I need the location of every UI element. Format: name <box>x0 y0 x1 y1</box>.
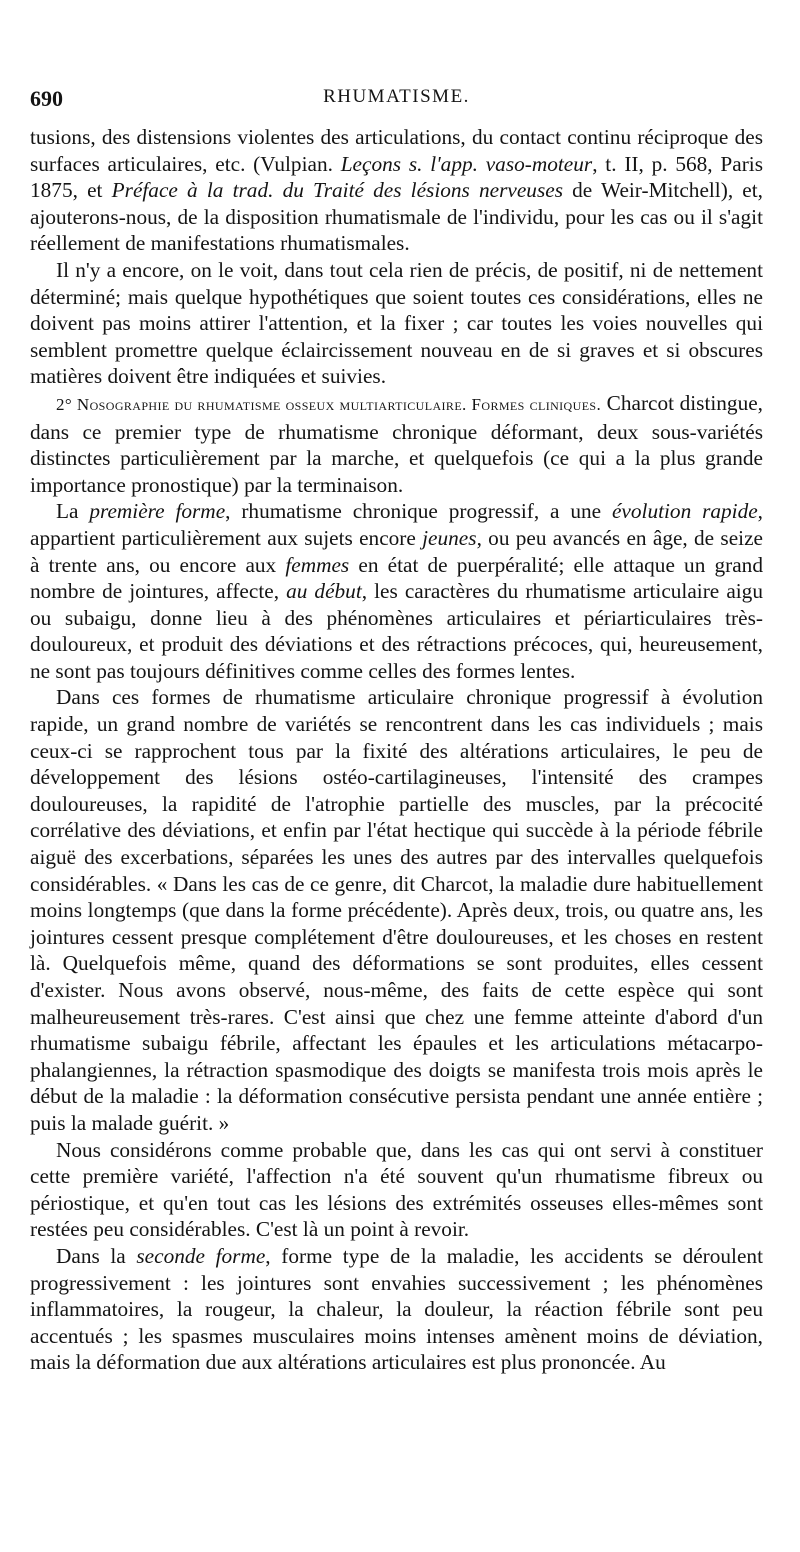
italic-run: seconde forme <box>136 1243 266 1268</box>
running-header <box>30 80 763 110</box>
italic-run: au début <box>286 579 362 604</box>
paragraph-continuation <box>30 124 763 257</box>
text-run: , forme type de la maladie, les accidents se déroulent progressivement : les jointures sont envahies successivement ; les phénomènes inflammatoires, la rougeur, la chaleur, la douleur, la réaction fébrile sont peu accentués ; les spasmes musculaires moins intenses amènent moins de déviation, mais la déformation due aux altérations articulaires est plus prononcée. Au <box>30 1243 763 1375</box>
text-run: , appartient particulièrement aux sujets encore <box>30 499 763 550</box>
paragraph-seconde-forme <box>30 1243 763 1376</box>
running-title: RHUMATISME. <box>323 86 470 107</box>
italic-run: jeunes <box>422 525 477 550</box>
text-run: Charcot distingue, dans ce premier type de rhumatisme chronique déformant, deux sous-variétés distinctes particulièrement par la marche, et quelquefois (ce qui a la plus grande importance pronostique) par la terminaison. <box>30 390 763 497</box>
paragraph-premiere-forme <box>30 498 763 684</box>
text-run: Dans la <box>56 1243 137 1268</box>
text-run: Il n'y a encore, on le voit, dans tout cela rien de précis, de positif, ni de nettement déterminé; mais quelque hypothétiques que soient toutes ces considérations, elles ne doivent pas moins attirer l'attention, et la fixer ; car toutes les voies nouvelles qui semblent promettre quelque éclaircissement nouveau en de si graves et si obscures matières doivent être indiquées et suivies. <box>30 257 763 389</box>
italic-run: femmes <box>285 552 350 577</box>
paragraph-precision <box>30 257 763 390</box>
page-number: 690 <box>30 86 63 111</box>
paragraph-formes-rapides <box>30 684 763 1136</box>
text-run: Dans ces formes de rhumatisme articulaire chronique progressif à évolution rapide, un grand nombre de variétés se rencontrent dans les cas individuels ; mais ceux-ci se rapprochent tous par la fixité des altérations articulaires, le peu de développement des lésions ostéo-cartilagineuses, l'intensité des crampes douloureuses, la rapidité de l'atrophie partielle des muscles, par la précocité corrélative des déviations, et enfin par l'état hectique qui succède à la période fébrile aiguë des excerbations, séparées les unes des autres par des intervalles quelquefois considérables. « Dans les cas de ce genre, dit Charcot, la maladie dure habituellement moins longtemps (que dans la forme précédente). Après deux, trois, ou quatre ans, les jointures cessent presque complétement d'être douloureuses, et les choses en restent là. Quelquefois même, quand des déformations se sont produites, elles cessent d'exister. Nous avons observé, nous-même, des faits de cette espèce qui sont malheureusement très-rares. C'est ainsi que chez une femme atteinte d'abord d'un rhumatisme subaigu fébrile, affectant les épaules et les articulations métacarpo-phalangiennes, la rétraction spasmodique des doigts se manifesta trois mois après le début de la maladie : la déformation consécutive persista pendant une année entière ; puis la malade guérit. » <box>30 685 763 1135</box>
italic-run: Préface à la trad. du Traité des lésions nerveuses <box>111 178 563 203</box>
text-run: tusions, des distensions violentes des articulations, du contact continu réciproque des surfaces articulaires, etc. (Vulpian. <box>30 125 763 176</box>
italic-run: évolution rapide <box>611 499 758 524</box>
section-heading-run: 2° Nosographie du rhumatisme osseux multiarticulaire. Formes cliniques. <box>56 394 602 414</box>
italic-run: Leçons s. l'app. vaso-moteur <box>340 151 593 176</box>
paragraph-considerations <box>30 1137 763 1243</box>
body-text <box>30 124 763 1376</box>
text-run: Nous considérons comme probable que, dans les cas qui ont servi à constituer cette première variété, l'affection n'a été souvent qu'un rhumatisme fibreux ou périostique, et qu'en tout cas les lésions des extrémités osseuses elles-mêmes sont restées peu considérables. C'est là un point à revoir. <box>30 1137 763 1242</box>
text-run: , t. II, p. 568, Paris 1875, et <box>30 151 764 203</box>
text-run: , ou peu avancés en âge, de seize à trente ans, ou encore aux <box>30 525 763 577</box>
text-run: en état de puerpéralité; elle attaque un grand nombre de jointures, affecte, <box>30 552 763 604</box>
paragraph-nosographie <box>30 390 763 498</box>
text-run: , rhumatisme chronique progressif, a une <box>225 499 612 524</box>
italic-run: première forme <box>89 499 226 524</box>
text-run: La <box>56 499 90 524</box>
text-run: , les caractères du rhumatisme articulaire aigu ou subaigu, donne lieu à des phénomènes articulaires et périarticulaires très-douloureux, et produit des déviations et des rétractions précoces, qui, heureusement, ne sont pas toujours définitives comme celles des formes lentes. <box>30 579 763 683</box>
text-run: de Weir-Mitchell), et, ajouterons-nous, de la disposition rhumatismale de l'individu, pour les cas ou il s'agit réellement de manifestations rhumatismales. <box>30 178 764 256</box>
